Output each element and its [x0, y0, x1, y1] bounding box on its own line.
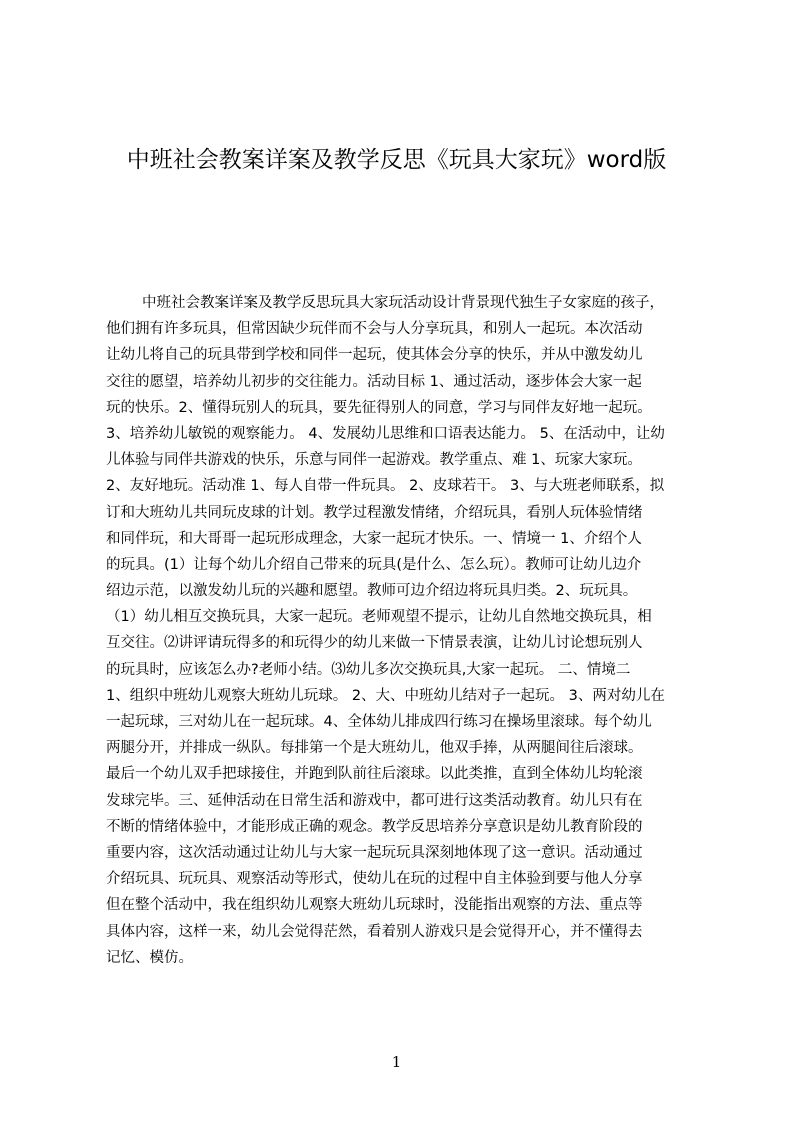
body-line: 但在整个活动中，我在组织幼儿观察大班幼儿玩球时，没能指出观察的方法、重点等: [106, 897, 643, 914]
page-number: 1: [391, 1053, 402, 1071]
document-title: 中班社会教案详案及教学反思《玩具大家玩》word版: [126, 147, 667, 173]
body-line: 2、友好地玩。活动准 1、每人自带一件玩具。 2、皮球若干。 3、与大班老师联系，拟: [106, 478, 665, 495]
body-line: 具体内容，这样一来，幼儿会觉得茫然，看着别人游戏只是会觉得开心，并不懂得去: [106, 923, 643, 940]
body-line: 中班社会教案详案及教学反思玩具大家玩活动设计背景现代独生子女家庭的孩子，: [142, 295, 664, 311]
body-line: 的玩具时，应该怎么办?老师小结。⑶幼儿多次交换玩具,大家一起玩。 二、情境二: [106, 661, 631, 678]
body-line: 让幼儿将自己的玩具带到学校和同伴一起玩，使其体会分享的快乐，并从中激发幼儿: [106, 347, 643, 364]
body-text: [106, 290, 698, 990]
body-line: 互交往。⑵讲评请玩得多的和玩得少的幼儿来做一下情景表演，让幼儿讨论想玩别人: [106, 635, 643, 652]
body-line: 绍边示范，以激发幼儿玩的兴趣和愿望。教师可边介绍边将玩具归类。2、玩玩具。: [106, 583, 638, 600]
body-line: 记忆、模仿。: [106, 949, 193, 966]
body-line: 1、组织中班幼儿观察大班幼儿玩球。 2、大、中班幼儿结对子一起玩。 3、两对幼儿在: [106, 687, 665, 704]
body-line: 的玩具。(1）让每个幼儿介绍自己带来的玩具(是什么、怎么玩）。教师可让幼儿边介: [106, 556, 642, 573]
body-line: 儿体验与同伴共游戏的快乐，乐意与同伴一起游戏。教学重点、难 1、玩家大家玩。: [106, 452, 642, 469]
body-line: 最后一个幼儿双手把球接住，并跑到队前往后滚球。以此类推，直到全体幼儿均轮滚: [106, 766, 643, 783]
body-line: 3、培养幼儿敏锐的观察能力。 4、发展幼儿思维和口语表达能力。 5、在活动中，让幼: [106, 425, 665, 442]
body-line: 订和大班幼儿共同玩皮球的计划。教学过程激发情绪，介绍玩具，看别人玩体验情绪: [106, 504, 643, 521]
body-line: 发球完毕。三、延伸活动在日常生活和游戏中，都可进行这类活动教育。幼儿只有在: [106, 792, 643, 809]
body-line: 交往的愿望，培养幼儿初步的交往能力。活动目标 1、通过活动，逐步体会大家一起: [106, 373, 642, 390]
body-line: 两腿分开，并排成一纵队。每排第一个是大班幼儿，他双手捧，从两腿间往后滚球。: [106, 740, 643, 757]
body-line: 介绍玩具、玩玩具、观察活动等形式，使幼儿在玩的过程中自主体验到要与他人分享: [106, 871, 643, 888]
body-line: （1）幼儿相互交换玩具，大家一起玩。老师观望不提示，让幼儿自然地交换玩具，相: [106, 609, 652, 626]
body-line: 不断的情绪体验中，才能形成正确的观念。教学反思培养分享意识是幼儿教育阶段的: [106, 818, 643, 835]
body-line: 他们拥有许多玩具，但常因缺少玩伴而不会与人分享玩具，和别人一起玩。本次活动: [106, 321, 643, 338]
body-line: 玩的快乐。2、懂得玩别人的玩具，要先征得别人的同意，学习与同伴友好地一起玩。: [106, 399, 652, 416]
body-line: 和同伴玩，和大哥哥一起玩形成理念，大家一起玩才快乐。一、情境一 1、介绍个人: [106, 530, 642, 547]
body-line: 一起玩球，三对幼儿在一起玩球。4、全体幼儿排成四行练习在操场里滚球。每个幼儿: [106, 714, 652, 730]
body-line: 重要内容，这次活动通过让幼儿与大家一起玩玩具深刻地体现了这一意识。活动通过: [106, 844, 643, 861]
